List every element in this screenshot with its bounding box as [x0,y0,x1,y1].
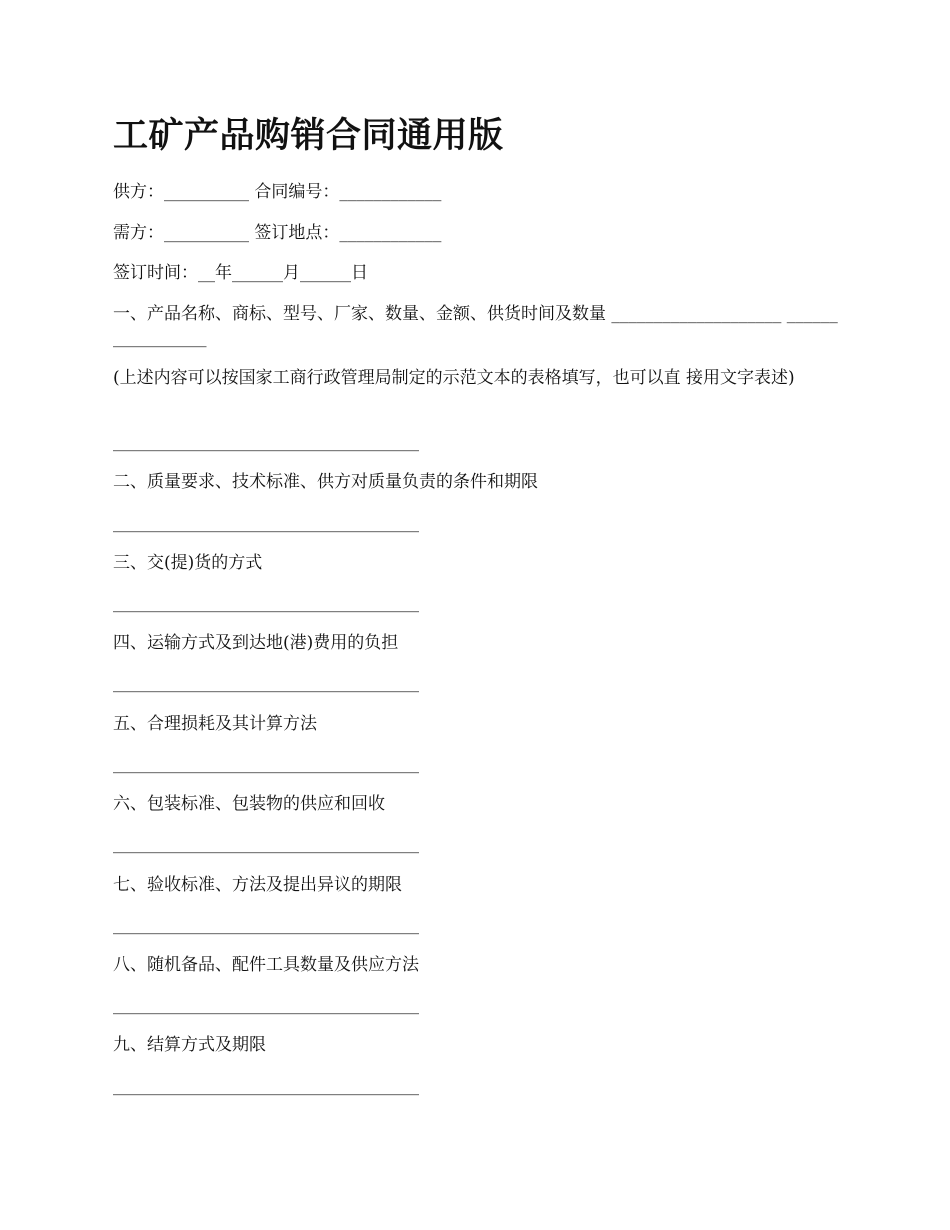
blank-line: ____________________________________ [113,995,419,1015]
clause-7: 七、验收标准、方法及提出异议的期限 [113,875,402,895]
clause-5: 五、合理损耗及其计算方法 [113,714,317,734]
blank-line: ____________________________________ [113,513,419,533]
document-title: 工矿产品购销合同通用版 [113,116,504,156]
blank-line: ____________________________________ [113,593,419,613]
document-content [113,112,838,1096]
clause-2: 二、质量要求、技术标准、供方对质量负责的条件和期限 [113,472,538,492]
blank-line: ____________________________________ [113,915,419,935]
blank-line: ____________________________________ [113,1076,419,1096]
clause-6: 六、包装标准、包装物的供应和回收 [113,794,385,814]
buyer-line: 需方：__________ 签订地点：____________ [113,223,442,243]
blank-line: ____________________________________ [113,432,419,452]
clause-3: 三、交(提)货的方式 [113,553,263,573]
clause-4: 四、运输方式及到达地(港)费用的负担 [113,633,399,653]
blank-line: ____________________________________ [113,673,419,693]
clause-1: 一、产品名称、商标、型号、厂家、数量、金额、供货时间及数量 ____________________ _________________ [113,304,838,348]
clause-8: 八、随机备品、配件工具数量及供应方法 [113,955,419,975]
blank-line: ____________________________________ [113,834,419,854]
signing-time-line: 签订时间：__年______月______日 [113,263,368,283]
blank-line: ____________________________________ [113,754,419,774]
clause-9: 九、结算方式及期限 [113,1035,266,1055]
supplier-line: 供方：__________ 合同编号：____________ [113,182,442,202]
clause-1-note: (上述内容可以按国家工商行政管理局制定的示范文本的表格填写，也可以直 接用文字表述) [113,368,795,388]
